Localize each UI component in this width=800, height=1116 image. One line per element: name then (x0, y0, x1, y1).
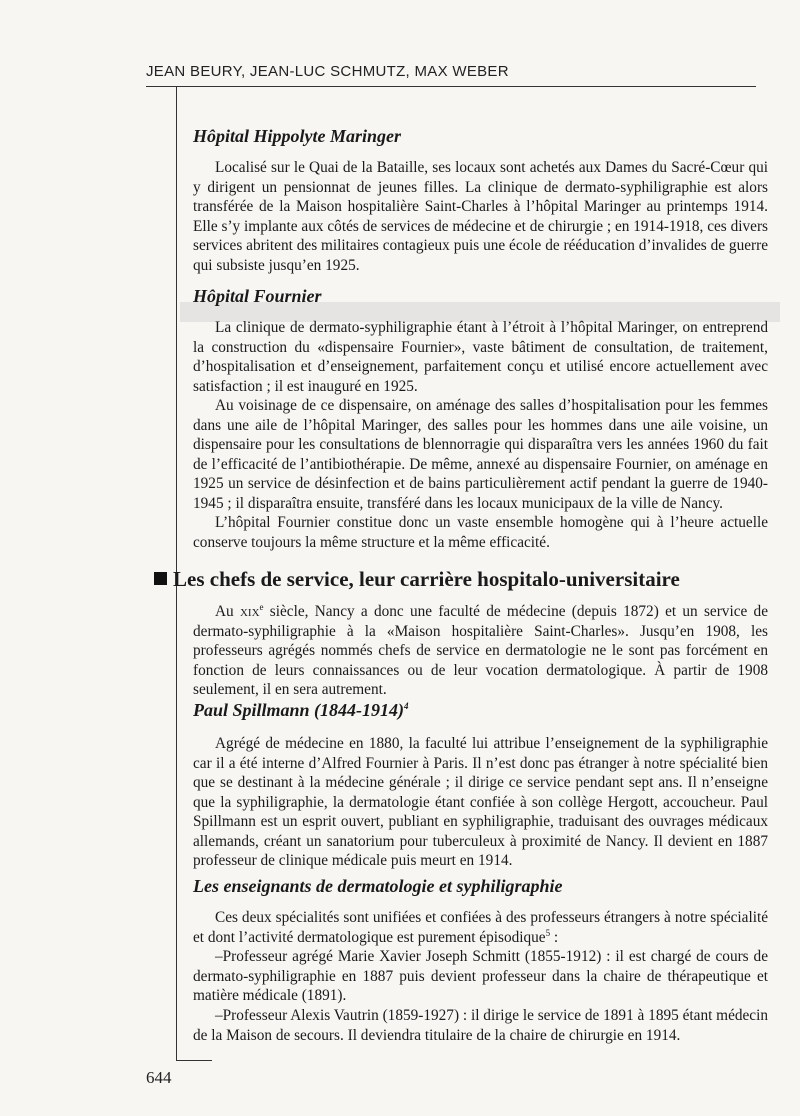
paragraph-spillmann-1: Agrégé de médecine en 1880, la faculté lui attribue l’enseignement de la syphiligraphie car il a été interne d’Alfred Fournier à Paris. Il n’est donc pas étranger à notre spécialité bien que se destinant à la médecine générale ; il dirige ce service pendant sept ans. Il n’enseigne que la syphiligraphie, la dermatologie étant confiée à son collège Hergott, accoucheur. Paul Spillmann est un esprit ouvert, publiant en syphiligraphie, traduisant des ouvrages médicaux allemands, créant un sanatorium pour tuberculeux à proximité de Nancy. Il devient en 1887 professeur de clinique médicale puis meurt en 1914. (193, 735, 768, 869)
subhead-enseignants: Les enseignants de dermatologie et syphiligraphie (193, 876, 563, 896)
footnote-ref-4: 4 (404, 701, 409, 711)
enseignants-colon: : (550, 928, 559, 946)
paragraph-chefs-1 (193, 602, 768, 700)
section-heading-chefs (154, 567, 680, 592)
running-header: JEAN BEURY, JEAN-LUC SCHMUTZ, MAX WEBER (146, 63, 509, 80)
enseignants-text: Ces deux spécialités sont unifiées et confiées à des professeurs étrangers à notre spécialité et dont l’activité dermatologique est purement épisodique (193, 909, 768, 946)
header-rule (146, 86, 756, 87)
list-item-vautrin: –Professeur Alexis Vautrin (1859-1927) : il dirige le service de 1891 à 1895 étant médecin de la Maison de secours. Il deviendra titulaire de la chaire de chirurgie en 1914. (193, 1007, 768, 1044)
section-heading-text: Les chefs de service, leur carrière hospitalo-universitaire (173, 567, 680, 591)
square-bullet-icon (154, 572, 167, 585)
footer-rule (176, 1060, 212, 1061)
footnote-ref-5: 5 (545, 927, 551, 938)
subhead-fournier: Hôpital Fournier (193, 286, 322, 306)
century-sup: e (259, 601, 264, 612)
chefs-text-b: siècle, Nancy a donc une faculté de médecine (depuis 1872) et un service de dermato-syphiligraphie à la «Maison hospitalière Saint-Charles». Jusqu’en 1908, les professeurs agrégés nommés chefs de service en dermatologie ne le sont pas forcément en fonction de leurs connaissances ou de leur vocation dermatologique. À partir de 1908 seulement, il en sera autrement. (193, 603, 768, 698)
chefs-text-a: Au (215, 603, 240, 620)
paragraph-maringer-1: Localisé sur le Quai de la Bataille, ses locaux sont achetés aux Dames du Sacré-Cœur qui y dirigent un pensionnat de jeunes filles. La clinique de dermato-syphiligraphie est alors transférée de la Maison hospitalière Saint-Charles à l’hôpital Maringer au printemps 1914. Elle s’y implante aux côtés de services de médecine et de chirurgie ; en 1914-1918, ces divers services abritent des militaires contagieux puis une école de rééducation d’invalides de guerre qui subsiste jusqu’en 1925. (193, 159, 768, 274)
paragraph-enseignants-1 (193, 908, 768, 947)
subhead-maringer: Hôpital Hippolyte Maringer (193, 126, 402, 146)
paragraph-fournier-3: L’hôpital Fournier constitue donc un vaste ensemble homogène qui à l’heure actuelle conserve toujours la même structure et la même efficacité. (193, 514, 768, 551)
spillmann-title: Paul Spillmann (1844-1914) (193, 700, 405, 720)
subhead-spillmann (193, 700, 409, 721)
page-number: 644 (146, 1068, 172, 1087)
paragraph-fournier-1: La clinique de dermato-syphiligraphie étant à l’étroit à l’hôpital Maringer, on entreprend la construction du «dispensaire Fournier», vaste bâtiment de consultation, de traitement, d’hospitalisation et d’enseignement, parfaitement conçu et utilisé encore actuellement avec satisfaction ; il est inauguré en 1925. (193, 319, 768, 395)
paragraph-fournier-2: Au voisinage de ce dispensaire, on aménage des salles d’hospitalisation pour les femmes dans une aile de l’hôpital Maringer, des salles pour les hommes dans une aile voisine, un dispensaire pour les consultations de blennorragie qui disparaîtra vers les années 1960 du fait de l’efficacité de l’antibiothérapie. De même, annexé au dispensaire Fournier, on aménage en 1925 un service de désinfection et de bains particulièrement actif pendant la guerre de 1940-1945 ; il disparaîtra ensuite, transféré dans les locaux municipaux de la ville de Nancy. (193, 397, 768, 512)
list-item-schmitt: –Professeur agrégé Marie Xavier Joseph Schmitt (1855-1912) : il est chargé de cours de dermato-syphiligraphie en 1887 puis devient professeur dans la chaire de thérapeutique et matière médicale (1891). (193, 948, 768, 1004)
century-numeral: xix (239, 603, 260, 620)
